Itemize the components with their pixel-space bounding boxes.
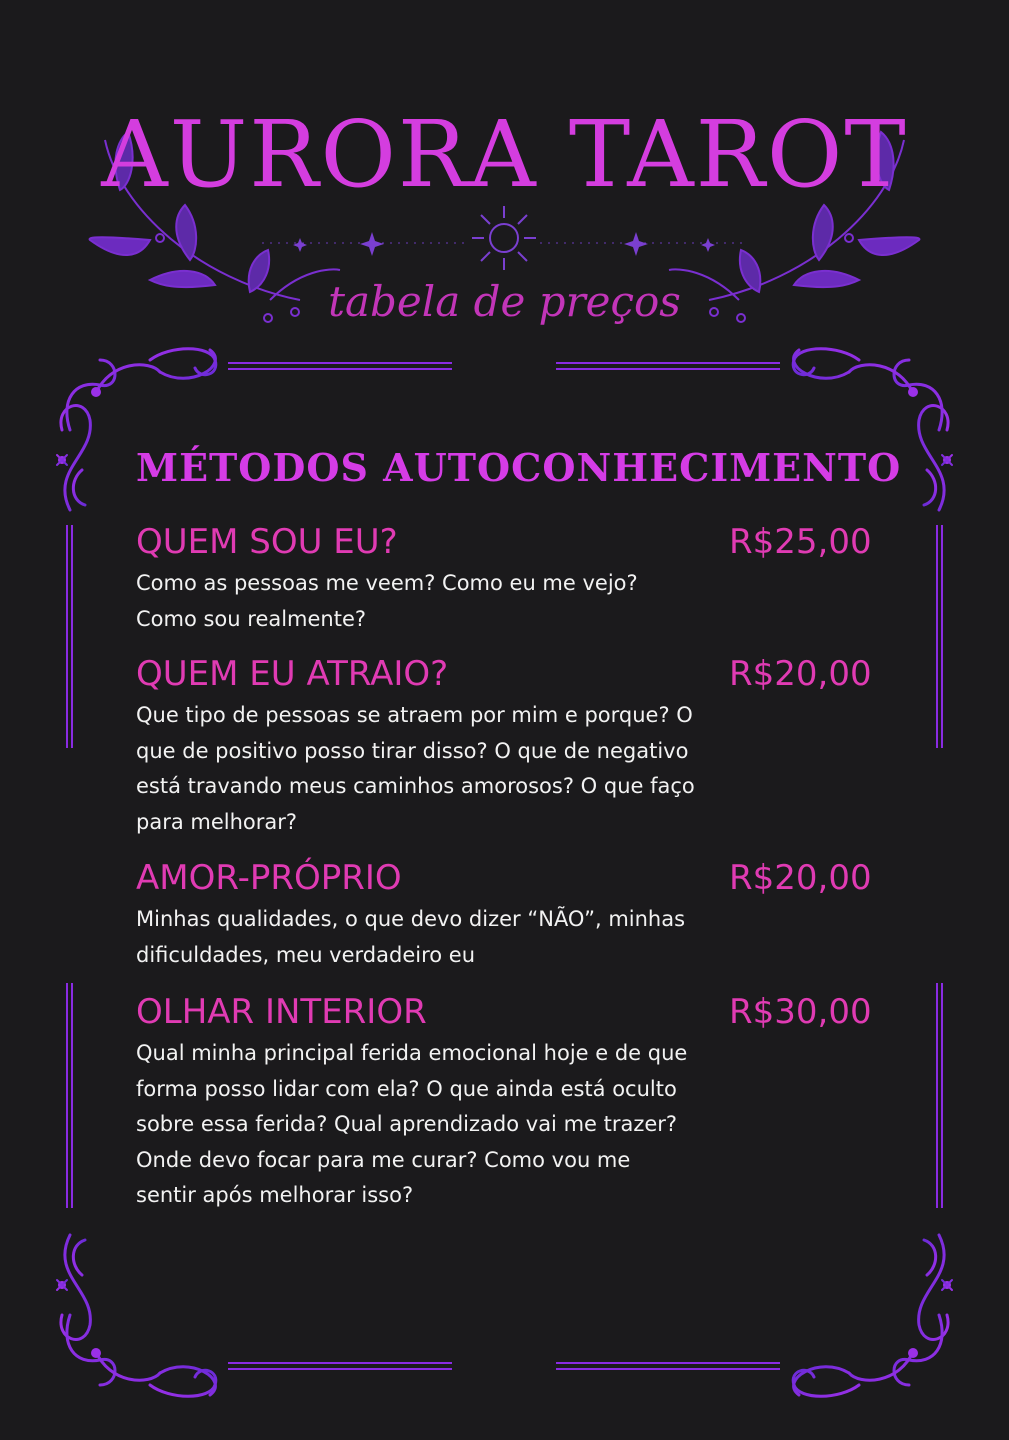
- item-description: Minhas qualidades, o que devo dizer “NÃO”, minhas dificuldades, meu verdadeiro eu: [136, 907, 686, 967]
- price-item-amor-proprio: [136, 858, 896, 973]
- item-description: Que tipo de pessoas se atraem por mim e porque? O que de positivo posso tirar disso? O que de negativo está travando meus caminhos amorosos? O que faço para melhorar?: [136, 703, 695, 834]
- crescent-moon-icon: [432, 230, 456, 260]
- sparkle-star-icon: [701, 238, 715, 252]
- page-subtitle: tabela de preços: [328, 277, 681, 326]
- crescent-moon-icon: [556, 230, 580, 260]
- frame-corner-bottom-right: [793, 1235, 952, 1396]
- price-item-quem-eu-atraio: [136, 654, 896, 840]
- item-name: QUEM SOU EU?: [136, 522, 398, 562]
- item-name: QUEM EU ATRAIO?: [136, 654, 449, 694]
- page-title: AURORA TAROT: [101, 101, 908, 208]
- sun-icon: [472, 206, 536, 270]
- item-price: R$20,00: [729, 858, 872, 898]
- sparkle-star-icon: [360, 232, 384, 256]
- item-price: R$25,00: [729, 522, 872, 562]
- item-name: OLHAR INTERIOR: [136, 992, 427, 1032]
- price-item-quem-sou-eu: [136, 522, 896, 637]
- item-name: AMOR-PRÓPRIO: [136, 858, 402, 898]
- section-title: MÉTODOS AUTOCONHECIMENTO: [136, 445, 902, 490]
- frame-corner-bottom-left: [57, 1235, 216, 1396]
- celestial-strip: [262, 206, 748, 270]
- sparkle-star-icon: [624, 232, 648, 256]
- item-price: R$30,00: [729, 992, 872, 1032]
- item-description: Como as pessoas me veem? Como eu me vejo? Como sou realmente?: [136, 571, 638, 631]
- item-description: Qual minha principal ferida emocional hoje e de que forma posso lidar com ela? O que ainda está oculto sobre essa ferida? Qual aprendizado vai me trazer? Onde devo focar para me curar? Como vou me sentir após melhorar isso?: [136, 1041, 688, 1207]
- price-item-olhar-interior: [136, 992, 896, 1214]
- sparkle-star-icon: [293, 238, 307, 252]
- item-price: R$20,00: [729, 654, 872, 694]
